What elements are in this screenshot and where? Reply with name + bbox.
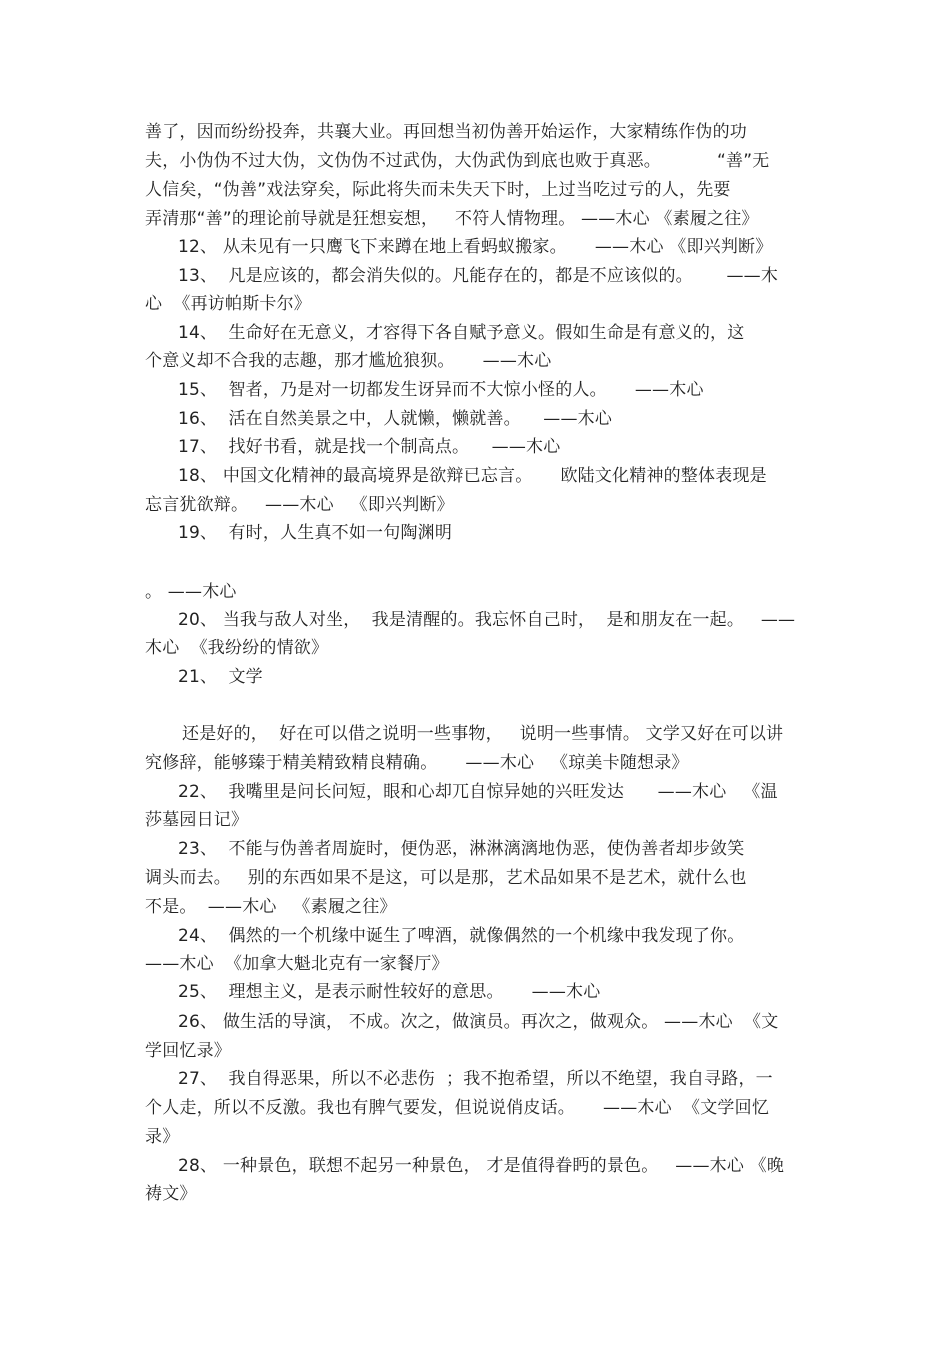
quote-12: 12、 从未见有一只鹰飞下来蹲在地上看蚂蚁搬家。 ——木心 《即兴判断》 (178, 237, 773, 257)
text-line: 忘言犹欲辩。 ——木心 《即兴判断》 (145, 495, 454, 515)
text-line: 个人走，所以不反激。我也有脾气要发，但说说俏皮话。 ——木心 《文学回忆 (145, 1098, 770, 1118)
quote-28: 28、 一种景色，联想不起另一种景色， 才是值得眷眄的景色。 ——木心 《晚 (178, 1156, 785, 1176)
text-line: 究修辞，能够臻于精美精致精良精确。 ——木心 《琼美卡随想录》 (145, 753, 689, 773)
quote-27: 27、 我自得恶果，所以不必悲伤 ；我不抱希望，所以不绝望，我自寻路，一 (178, 1069, 773, 1089)
text-line: 录》 (145, 1127, 180, 1147)
text-line: ——木心 《加拿大魁北克有一家餐厅》 (145, 954, 449, 974)
text-line: 祷文》 (145, 1184, 197, 1204)
quote-22: 22、 我嘴里是问长问短，眼和心却兀自惊异她的兴旺发达 ——木心 《温 (178, 782, 778, 802)
quote-19: 19、 有时，人生真不如一句陶渊明 (178, 523, 453, 543)
text-line: 不是。 ——木心 《素履之往》 (145, 897, 397, 917)
quote-21: 21、 文学 (178, 667, 263, 687)
text-line: 人信矣，“伪善”戏法穿矣，际此将失而未失天下时，上过当吃过亏的人，先要 (145, 180, 731, 200)
quote-16: 16、 活在自然美景之中，人就懒，懒就善。 ——木心 (178, 409, 613, 429)
quote-17: 17、 找好书看，就是找一个制高点。 ——木心 (178, 437, 561, 457)
text-line: 善了，因而纷纷投奔，共襄大业。再回想当初伪善开始运作，大家精练作伪的功 (145, 122, 747, 142)
quote-26: 26、 做生活的导演， 不成。次之，做演员。再次之，做观众。 ——木心 《文 (178, 1012, 779, 1032)
quote-15: 15、 智者，乃是对一切都发生讶异而不大惊小怪的人。 ——木心 (178, 380, 704, 400)
text-line: 心 《再访帕斯卡尔》 (145, 294, 312, 314)
quote-24: 24、 偶然的一个机缘中诞生了啤酒，就像偶然的一个机缘中我发现了你。 (178, 926, 745, 946)
text-line: 木心 《我纷纷的情欲》 (145, 638, 329, 658)
quote-25: 25、 理想主义，是表示耐性较好的意思。 ——木心 (178, 982, 601, 1002)
quote-20: 20、 当我与敌人对坐， 我是清醒的。我忘怀自己时， 是和朋友在一起。 —— (178, 610, 796, 630)
text-line: 调头而去。 别的东西如果不是这，可以是那，艺术品如果不是艺术，就什么也 (145, 868, 747, 888)
text-line: 还是好的， 好在可以借之说明一些事物， 说明一些事情。 文学又好在可以讲 (182, 724, 784, 744)
quote-13: 13、 凡是应该的，都会消失似的。凡能存在的，都是不应该似的。 ——木 (178, 266, 779, 286)
text-line: 个意义却不合我的志趣，那才尴尬狼狈。 ——木心 (145, 351, 552, 371)
text-line: 夫，小伪伪不过大伪，文伪伪不过武伪，大伪武伪到底也败于真恶。 “善”无 (145, 151, 770, 171)
quote-23: 23、 不能与伪善者周旋时，便伪恶，淋淋漓漓地伪恶，使伪善者却步敛笑 (178, 839, 745, 859)
text-line: 学回忆录》 (145, 1041, 231, 1061)
text-line: 。 ——木心 (145, 582, 237, 602)
text-line: 弄清那“善”的理论前导就是狂想妄想， 不符人情物理。 ——木心 《素履之往》 (145, 209, 759, 229)
text-line: 莎墓园日记》 (145, 810, 249, 830)
quote-18: 18、 中国文化精神的最高境界是欲辩已忘言。 欧陆文化精神的整体表现是 (178, 466, 767, 486)
quote-14: 14、 生命好在无意义，才容得下各自赋予意义。假如生命是有意义的，这 (178, 323, 745, 343)
